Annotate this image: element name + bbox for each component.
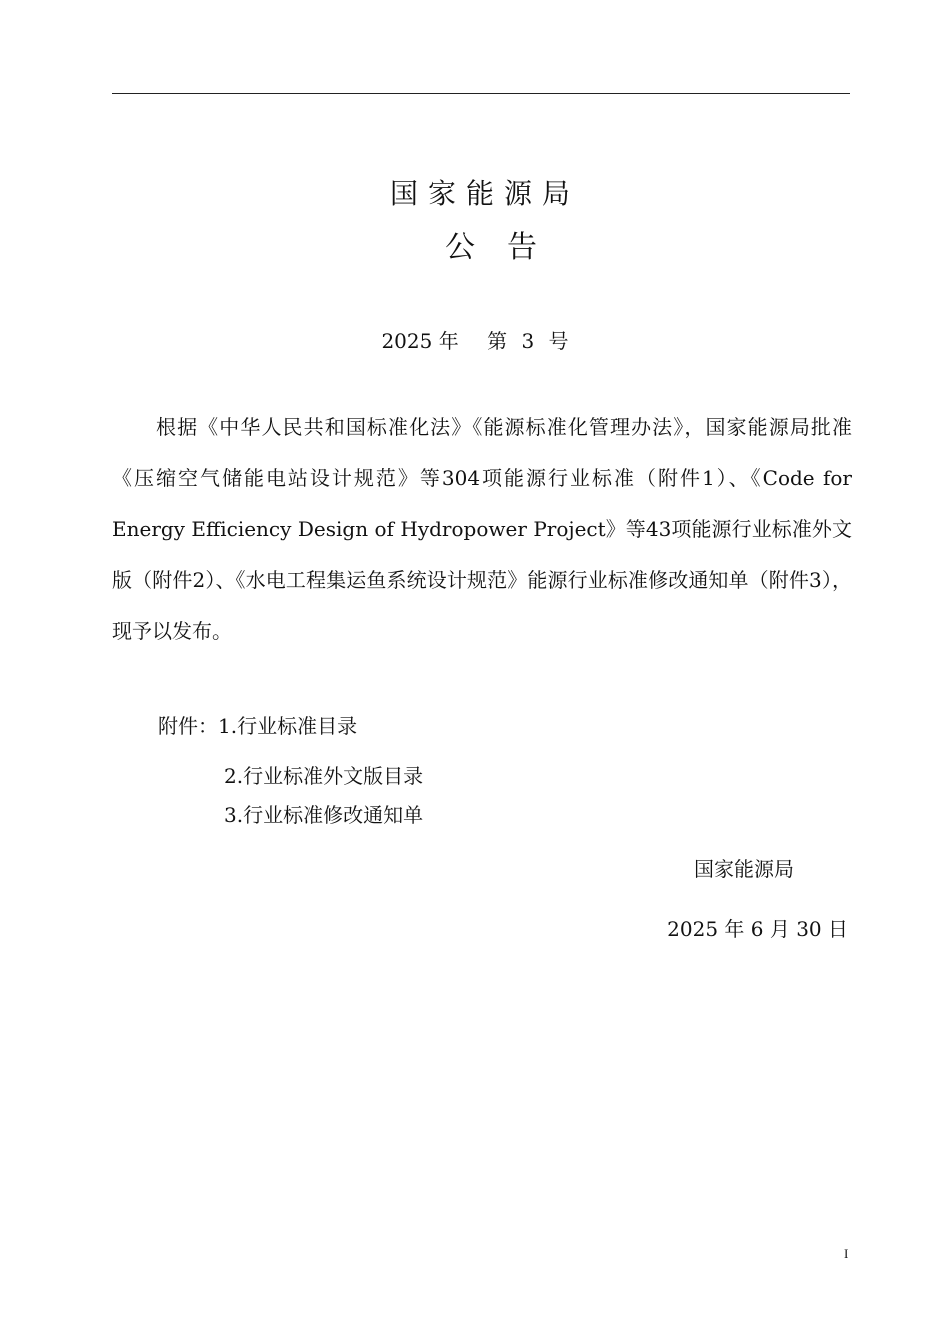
notice-title: 公告 bbox=[445, 230, 569, 265]
attachment-label: 附件： bbox=[158, 714, 218, 738]
issue-suffix: 号 bbox=[548, 329, 569, 353]
attachment-item: 1.行业标准目录 bbox=[218, 714, 358, 738]
issuer-signature: 国家能源局 bbox=[694, 857, 794, 881]
signature-date: 2025 年 6 月 30 日 bbox=[667, 917, 848, 941]
announcement-paragraph: 根据《中华人民共和国标准化法》《能源标准化管理办法》，国家能源局批准《压缩空气储能电站设计规范》等304项能源行业标准（附件1）、《Code for Energy Efficiency Design of Hydropower Project》等43项能源行业标准外文版（附件2）、《水电工程集运鱼系统设计规范》能源行业标准修改通知单（附件3），现予以发布。 bbox=[112, 415, 852, 643]
agency-title: 国家能源局 bbox=[389, 177, 580, 210]
attachment-item: 2.行业标准外文版目录 bbox=[224, 764, 424, 788]
page-number: I bbox=[844, 1246, 849, 1261]
issue-year-unit: 年 bbox=[438, 329, 459, 353]
attachment-line-1 bbox=[158, 710, 357, 739]
issue-num: 3 bbox=[521, 329, 535, 353]
issue-year: 2025 bbox=[381, 329, 433, 353]
issue-number bbox=[0, 325, 950, 354]
header-rule bbox=[112, 93, 850, 94]
attachment-item: 3.行业标准修改通知单 bbox=[224, 803, 424, 827]
issue-prefix: 第 bbox=[487, 329, 508, 353]
